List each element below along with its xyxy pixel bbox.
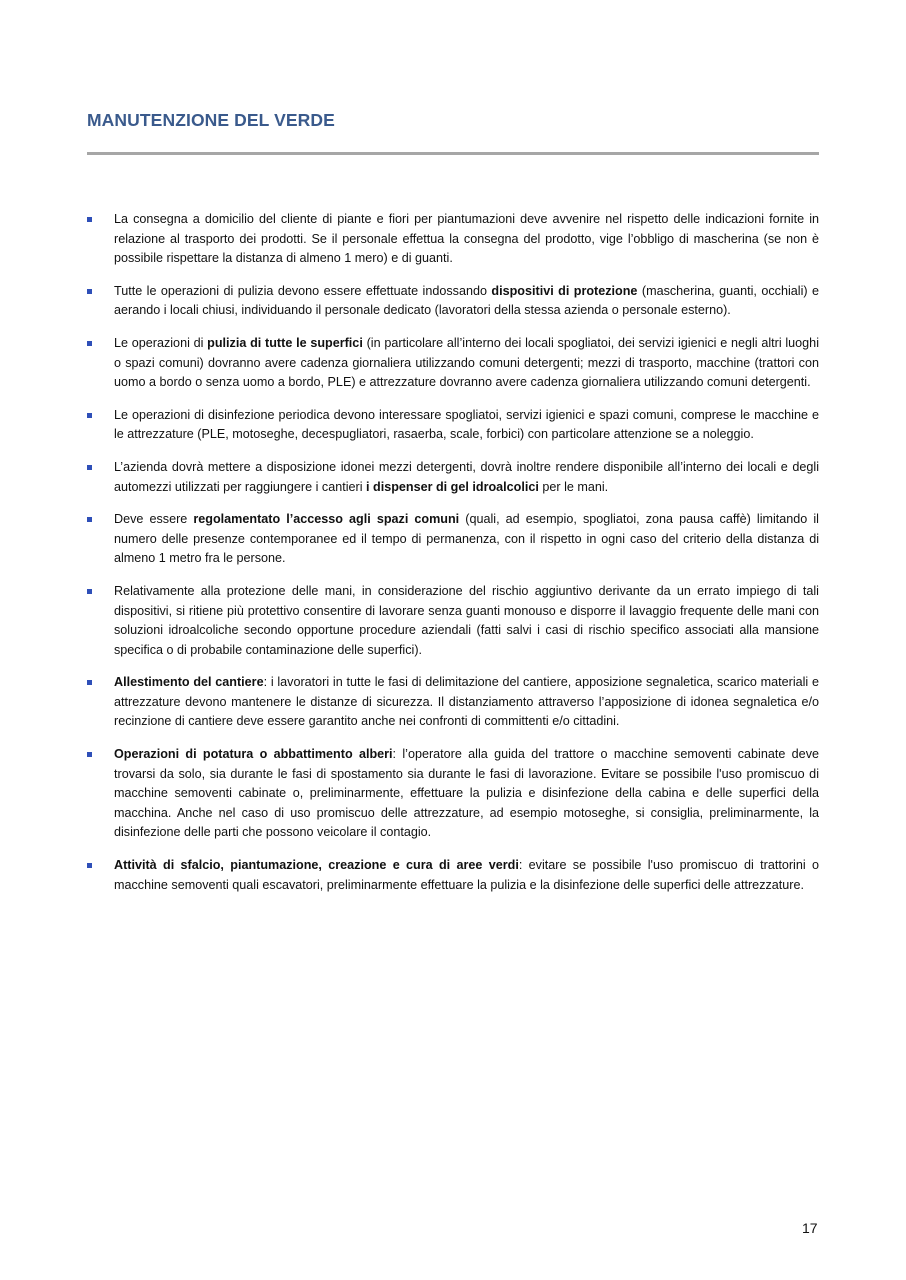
list-item: [87, 745, 819, 843]
item-text: L’azienda dovrà mettere a disposizione idonei mezzi detergenti, dovrà inoltre rendere disponibile all’interno dei locali e degli automezzi utilizzati per raggiungere i cantieri: [114, 459, 819, 494]
list-item: [87, 458, 819, 497]
item-text: (quali, ad esempio, spogliatoi, zona pausa caffè) limitando il numero delle presenze contemporanee ed il tempo di permanenza, con il rispetto in ogni caso del criterio della distanza di almeno 1 metro fra le persone.: [114, 512, 819, 566]
square-bullet-icon: [87, 680, 92, 685]
list-item: [87, 856, 819, 895]
square-bullet-icon: [87, 863, 92, 868]
square-bullet-icon: [87, 289, 92, 294]
title-divider: [87, 152, 819, 155]
item-text: : l’operatore alla guida del trattore o macchine semoventi cabinate deve trovarsi da solo, sia durante le fasi di spostamento sia durante le fasi di lavorazione. Evitare se possibile l'uso promiscuo di macchine semoventi cabinate o, preliminarmente, effettuare la pulizia e disinfezione della cabina e delle superfici della macchina. Anche nel caso di uso promiscuo delle attrezzature, ad esempio motoseghe, si consiglia, preliminarmente, la disinfezione delle parti che possono veicolare il contagio.: [114, 747, 819, 840]
item-text: (in particolare all’interno dei locali spogliatoi, dei servizi igienici e negli altri luoghi o spazi comuni) dovranno avere cadenza giornaliera utilizzando comuni detergenti; mezzi di trasporto, macchine (trattori con uomo a bordo o senza uomo a bordo, PLE) e attrezzature dovranno avere cadenza giornaliera utilizzando comuni detergenti.: [114, 335, 819, 390]
item-bold-text: Operazioni di potatura o abbattimento alberi: [114, 747, 393, 762]
item-text: : i lavoratori in tutte le fasi di delimitazione del cantiere, apposizione segnaletica, scarico materiali e attrezzature devono mantenere le distanze di sicurezza. Il distanziamento attraverso l’apposizione di idonea segnaletica e/o recinzione di cantiere deve essere garantito anche nei confronti di committenti e/o cittadini.: [114, 675, 819, 729]
list-item: [87, 210, 819, 269]
item-text: Deve essere: [114, 512, 194, 527]
page-title: MANUTENZIONE DEL VERDE: [87, 110, 335, 130]
item-text: per le mani.: [538, 479, 609, 494]
square-bullet-icon: [87, 752, 92, 757]
square-bullet-icon: [87, 517, 92, 522]
square-bullet-icon: [87, 413, 92, 418]
square-bullet-icon: [87, 465, 92, 470]
list-item: [87, 582, 819, 660]
square-bullet-icon: [87, 217, 92, 222]
item-bold-text: pulizia di tutte le superfici: [207, 335, 363, 350]
list-item: [87, 282, 819, 321]
page-number: 17: [802, 1220, 818, 1236]
item-bold-text: dispositivi di protezione: [491, 283, 638, 298]
item-text: (mascherina, guanti, occhiali) e aerando i locali chiusi, individuando il personale dedicato (lavoratori della stessa azienda o personale esterno).: [114, 283, 820, 318]
item-text: : evitare se possibile l'uso promiscuo di trattorini o macchine semoventi quali escavatori, preliminarmente effettuare la pulizia e la disinfezione delle superfici delle attrezzature.: [114, 858, 819, 892]
item-bold-text: Attività di sfalcio, piantumazione, creazione e cura di aree verdi: [114, 858, 519, 873]
item-text: Relativamente alla protezione delle mani, in considerazione del rischio aggiuntivo derivante da un errato impiego di tali dispositivi, si ritiene più protettivo consentire di lavorare senza guanti monouso e disporre il lavaggio frequente delle mani con soluzioni idroalcoliche secondo opportune procedure aziendali (fatti salvi i casi di rischio specifico associati alla mansione specifica o di probabile contaminazione delle superfici).: [114, 583, 819, 657]
item-bold-text: i dispenser di gel idroalcolici: [366, 479, 539, 494]
list-item: [87, 406, 819, 445]
item-bold-text: Allestimento del cantiere: [114, 675, 264, 690]
list-item: [87, 673, 819, 732]
item-text: La consegna a domicilio del cliente di piante e fiori per piantumazioni deve avvenire nel rispetto delle indicazioni fornite in relazione al trasporto dei prodotti. Se il personale effettua la consegna del prodotto, vige l’obbligo di mascherina (se non è possibile rispettare la distanza di almeno 1 mero) e di guanti.: [114, 212, 819, 266]
item-text: Tutte le operazioni di pulizia devono essere effettuate indossando: [114, 283, 492, 298]
item-text: Le operazioni di disinfezione periodica devono interessare spogliatoi, servizi igienici e spazi comuni, comprese le macchine e le attrezzature (PLE, motoseghe, decespugliatori, rasaerba, scale, forbici) con particolare attenzione se a noleggio.: [114, 407, 819, 442]
list-item: [87, 334, 819, 393]
square-bullet-icon: [87, 341, 92, 346]
square-bullet-icon: [87, 589, 92, 594]
list-item: [87, 510, 819, 569]
bullet-list: [87, 210, 819, 908]
item-text: Le operazioni di: [114, 335, 208, 350]
item-bold-text: regolamentato l’accesso agli spazi comuni: [193, 512, 460, 527]
